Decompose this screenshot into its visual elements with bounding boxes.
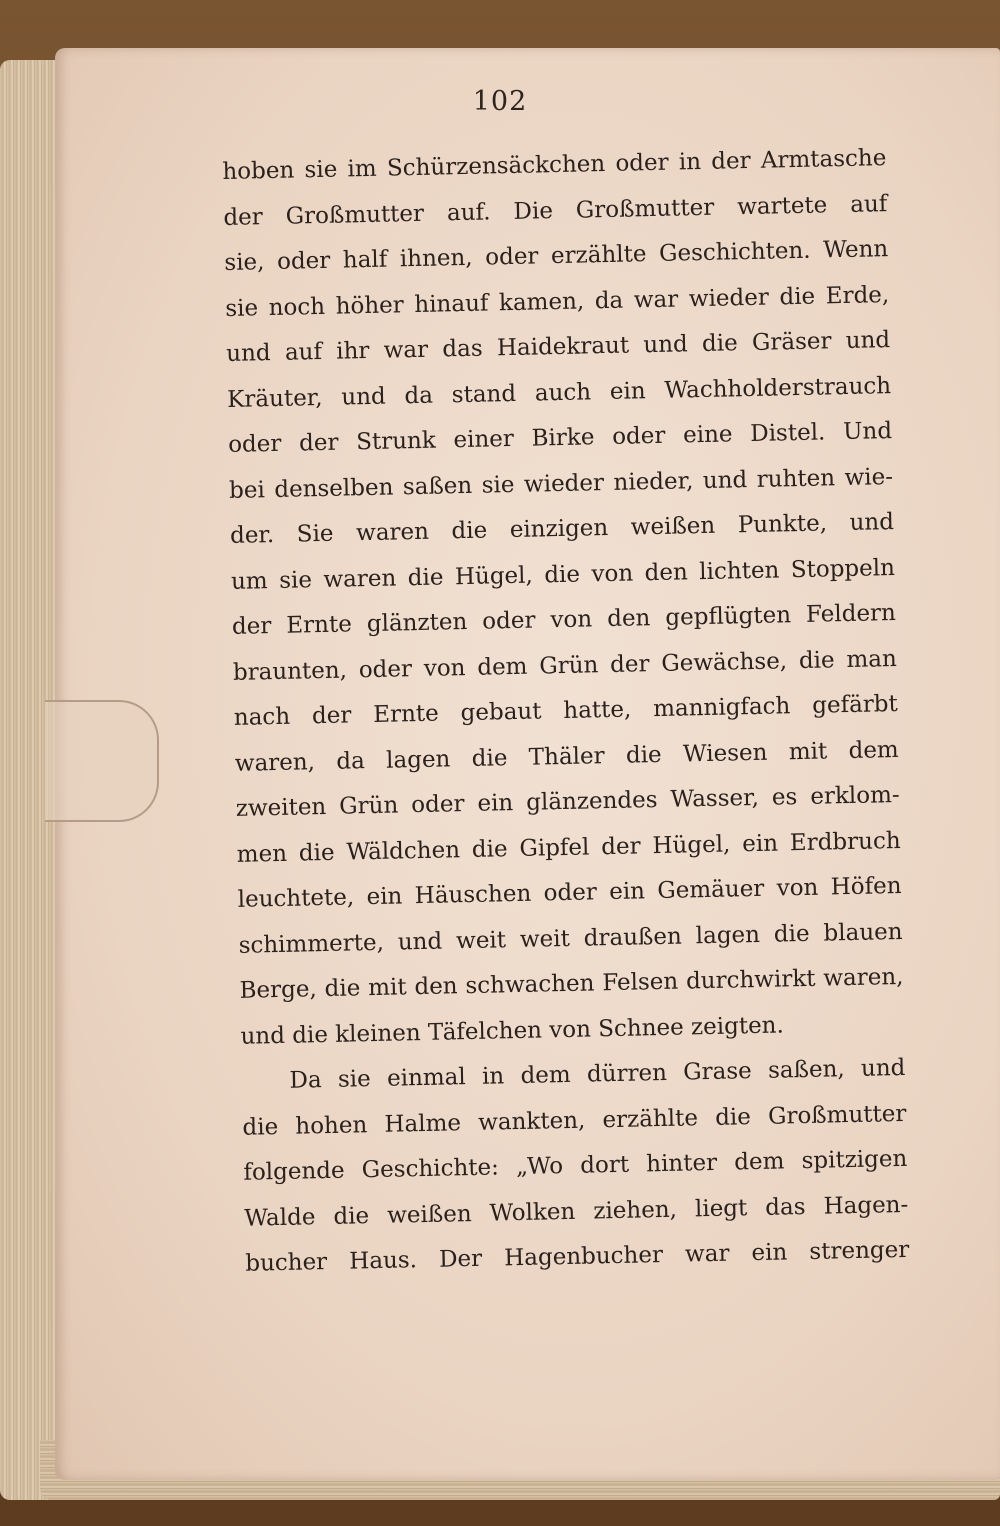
text-line: zweiten Grün oder ein glänzendes Wasser, es erklom-	[235, 781, 900, 822]
text-line: Walde die weißen Wolken ziehen, liegt das Hagen-	[244, 1191, 909, 1232]
text-line: um sie waren die Hügel, die von den lichten Stoppeln	[230, 554, 896, 595]
text-line: waren, da lagen die Thäler die Wiesen mit dem	[234, 736, 899, 777]
text-line: sie, oder half ihnen, oder erzählte Geschichten. Wenn	[224, 236, 889, 276]
text-line: bucher Haus. Der Hagenbucher war ein strenger	[245, 1236, 910, 1277]
page-tab-marker	[45, 700, 159, 822]
text-line-paragraph-start: Da sie einmal in dem dürren Grase saßen, und	[289, 1054, 906, 1094]
text-line: der Großmutter auf. Die Großmutter wartete auf	[223, 190, 888, 231]
text-line: men die Wäldchen die Gipfel der Hügel, ein Erdbruch	[236, 827, 901, 868]
text-line-paragraph-end: und die kleinen Täfelchen von Schnee zeigten.	[240, 1011, 785, 1050]
text-line: schimmerte, und weit weit draußen lagen die blauen	[238, 918, 903, 959]
text-line: sie noch höher hinauf kamen, da war wieder die Erde,	[225, 281, 890, 322]
text-line: nach der Ernte gebaut hatte, mannigfach gefärbt	[233, 690, 899, 731]
page-number: 102	[472, 86, 528, 117]
text-line: braunten, oder von dem Grün der Gewächse, die man	[232, 645, 898, 686]
body-text	[222, 136, 910, 1287]
text-line: und auf ihr war das Haidekraut und die Gräser und	[226, 327, 891, 367]
text-line: Kräuter, und da stand auch ein Wachholderstrauch	[226, 372, 892, 413]
text-line: folgende Geschichte: „Wo dort hinter dem spitzigen	[243, 1145, 908, 1186]
text-line: der Ernte glänzten oder von den gepflügten Feldern	[231, 599, 897, 640]
text-line: der. Sie waren die einzigen weißen Punkte, und	[229, 509, 895, 549]
text-line: hoben sie im Schürzensäckchen oder in der Armtasche	[222, 145, 887, 185]
text-line: oder der Strunk einer Birke oder eine Distel. Und	[227, 418, 893, 458]
text-line: leuchtete, ein Häuschen oder ein Gemäuer von Höfen	[237, 872, 902, 913]
text-line: die hohen Halme wankten, erzählte die Großmutter	[242, 1100, 907, 1141]
text-line: Berge, die mit den schwachen Felsen durchwirkt waren,	[239, 963, 904, 1004]
text-line: bei denselben saßen sie wieder nieder, und ruhten wie-	[228, 463, 894, 504]
